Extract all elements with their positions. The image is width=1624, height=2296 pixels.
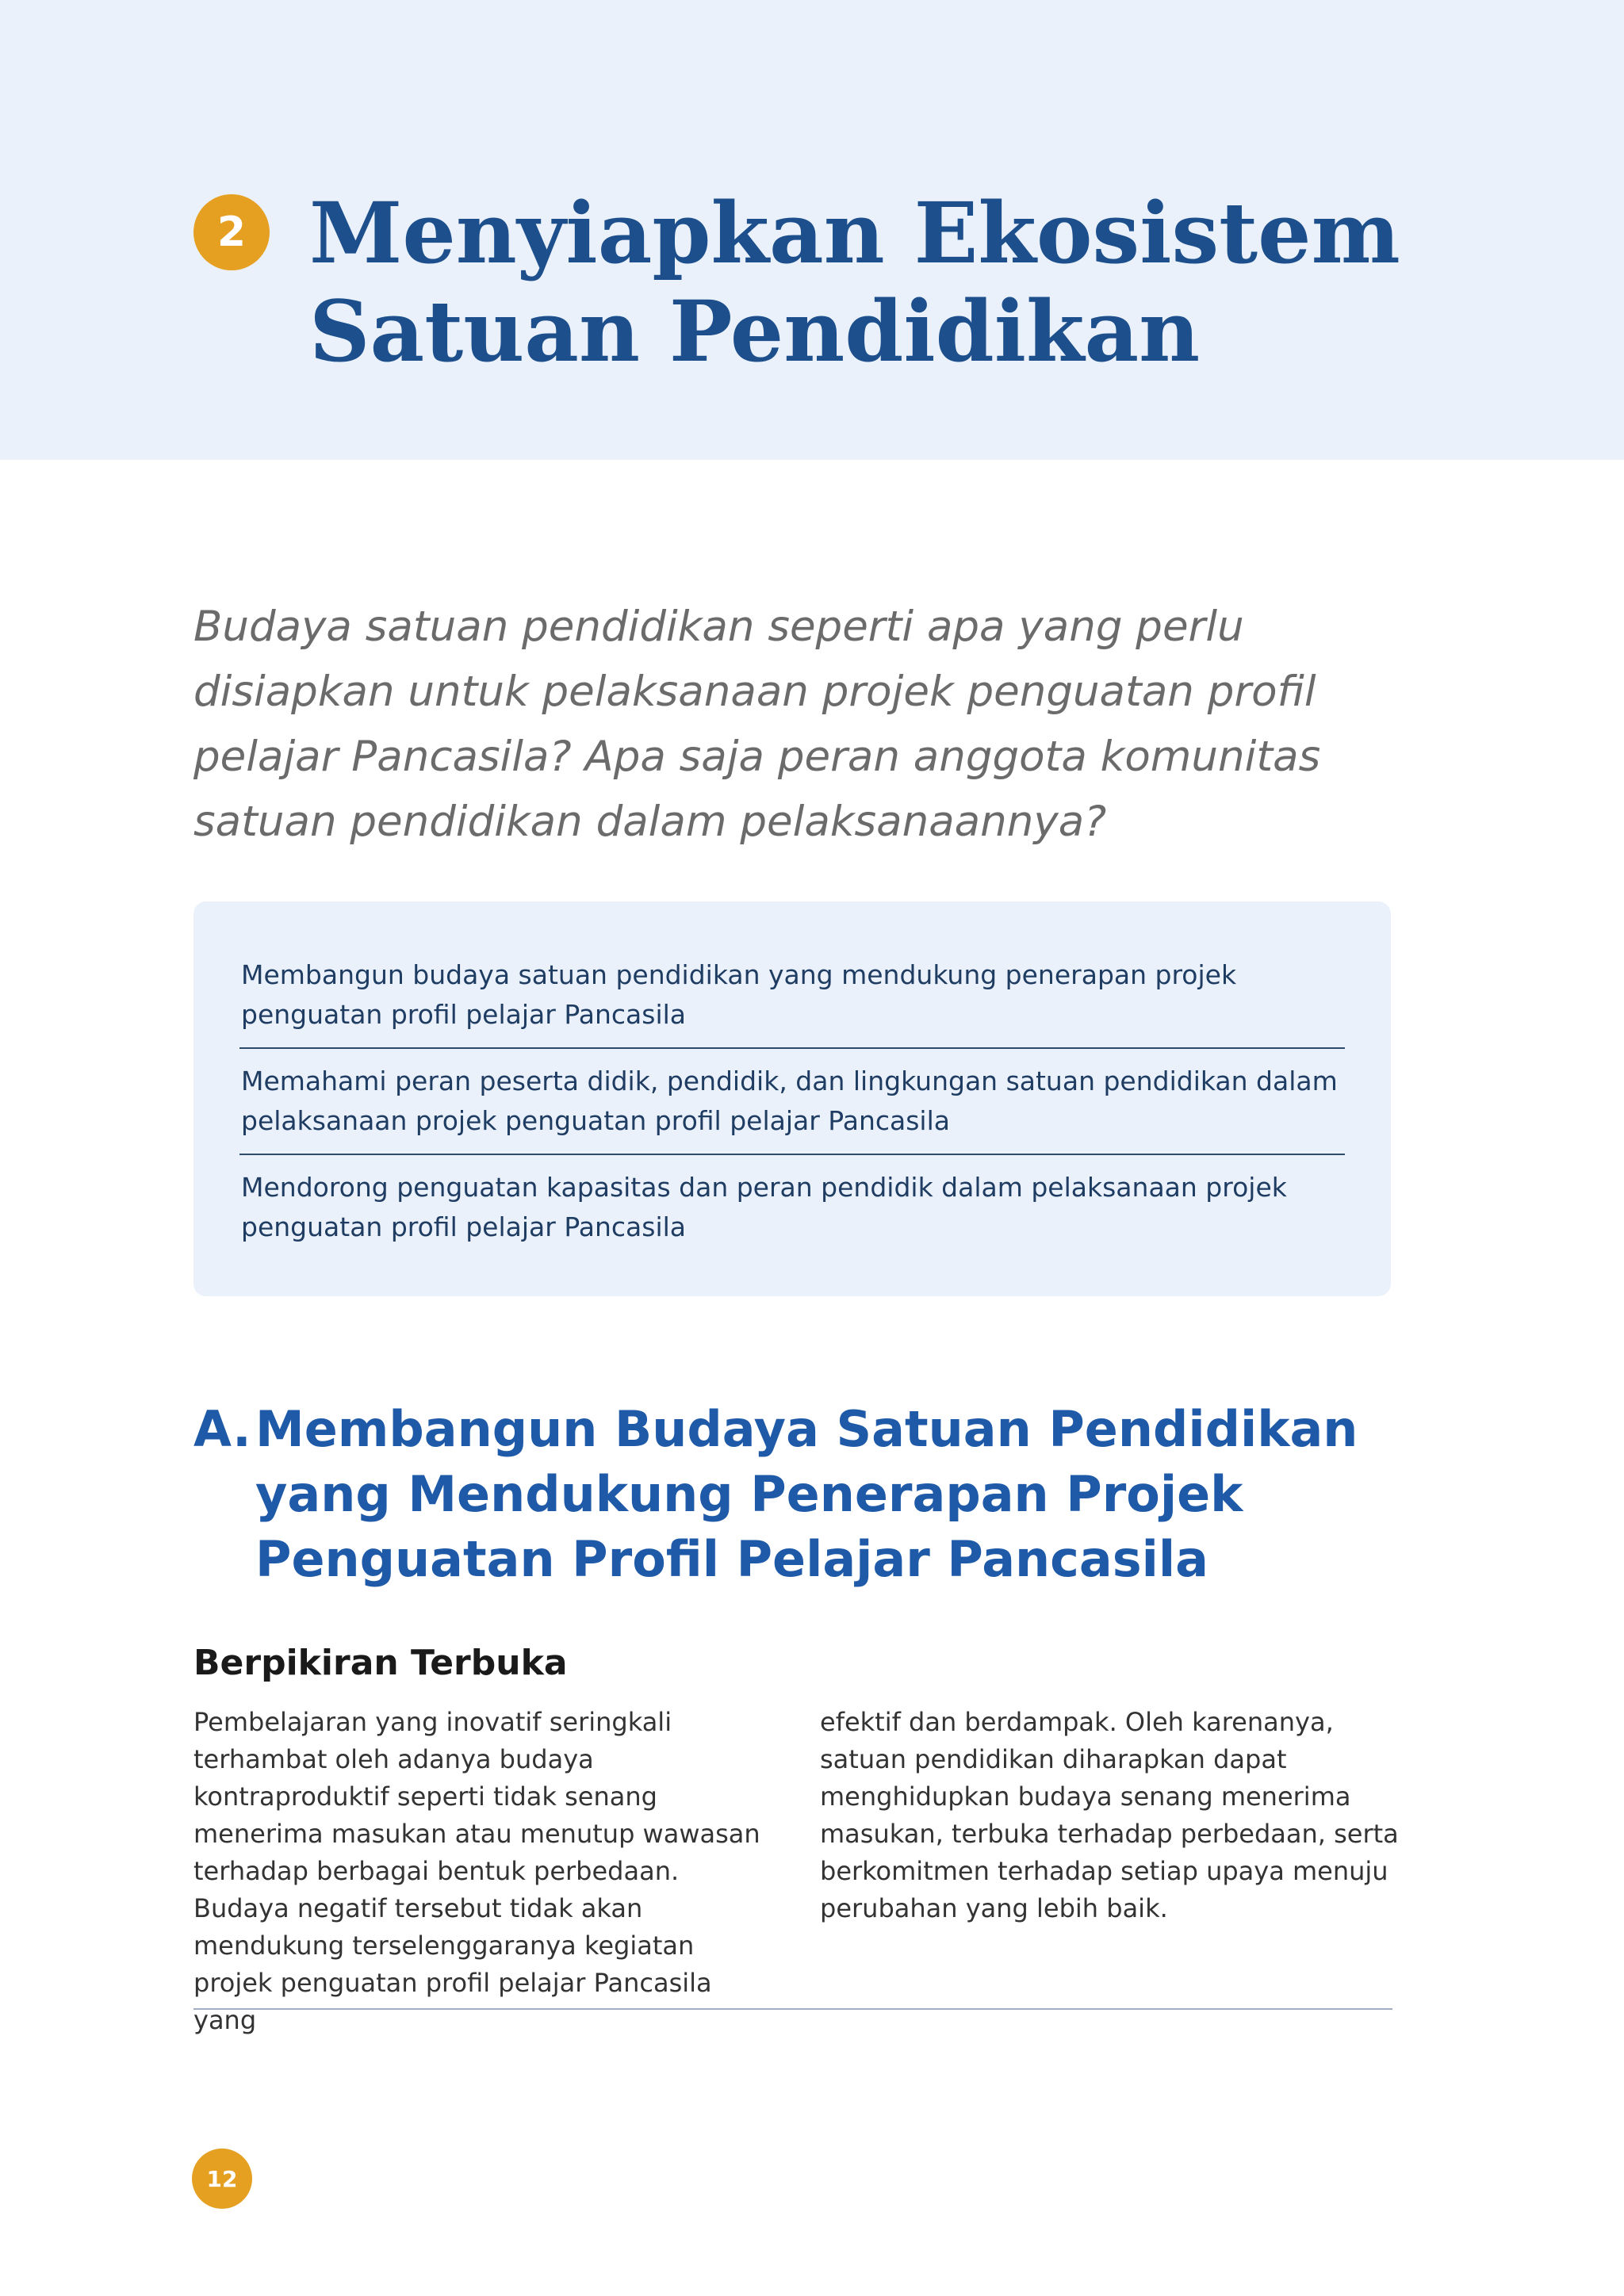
body-column-right: efektif dan berdampak. Oleh karenanya, satuan pendidikan diharapkan dapat menghidupkan budaya senang menerima masukan, terbuka terhadap perbedaan, serta berkomitmen terhadap setiap upaya menuju perubahan yang lebih baik. (820, 1707, 1399, 1923)
objective-item-1: Membangun budaya satuan pendidikan yang mendukung penerapan projek penguatan profil pelajar Pancasila (241, 959, 1237, 1030)
section-title: Membangun Budaya Satuan Pendidikan yang Mendukung Penerapan Projek Penguatan Profil Pelajar Pancasila (255, 1400, 1358, 1588)
page-number-badge: 12 (192, 2149, 252, 2209)
chapter-number-badge: 2 (193, 194, 270, 270)
intro-question: Budaya satuan pendidikan seperti apa yang perlu disiapkan untuk pelaksanaan projek penguatan profil pelajar Pancasila? Apa saja peran anggota komunitas satuan pendidikan dalam pelaksanaannya? (193, 603, 1321, 846)
chapter-title-line-1: Menyiapkan Ekosistem (309, 183, 1400, 282)
section-letter: A. (193, 1400, 251, 1458)
objective-item-2: Memahami peran peserta didik, pendidik, dan lingkungan satuan pendidikan dalam pelaksanaan projek penguatan profil pelajar Pancasila (239, 1047, 1345, 1154)
objective-item-3: Mendorong penguatan kapasitas dan peran pendidik dalam pelaksanaan projek penguatan profil pelajar Pancasila (239, 1154, 1345, 1260)
subsection-heading: Berpikiran Terbuka (193, 1643, 568, 1683)
body-column-left: Pembelajaran yang inovatif seringkali terhambat oleh adanya budaya kontraproduktif seperti tidak senang menerima masukan atau menutup wawasan terhadap berbagai bentuk perbedaan. Budaya negatif tersebut tidak akan mendukung terselenggaranya kegiatan projek penguatan profil pelajar Pancasila yang (193, 1707, 760, 2035)
chapter-title-line-2: Satuan Pendidikan (309, 281, 1201, 381)
chapter-title (309, 184, 1578, 381)
section-heading (193, 1397, 1462, 1592)
footer-divider (193, 2008, 1392, 2010)
learning-objectives-box (193, 901, 1391, 1296)
